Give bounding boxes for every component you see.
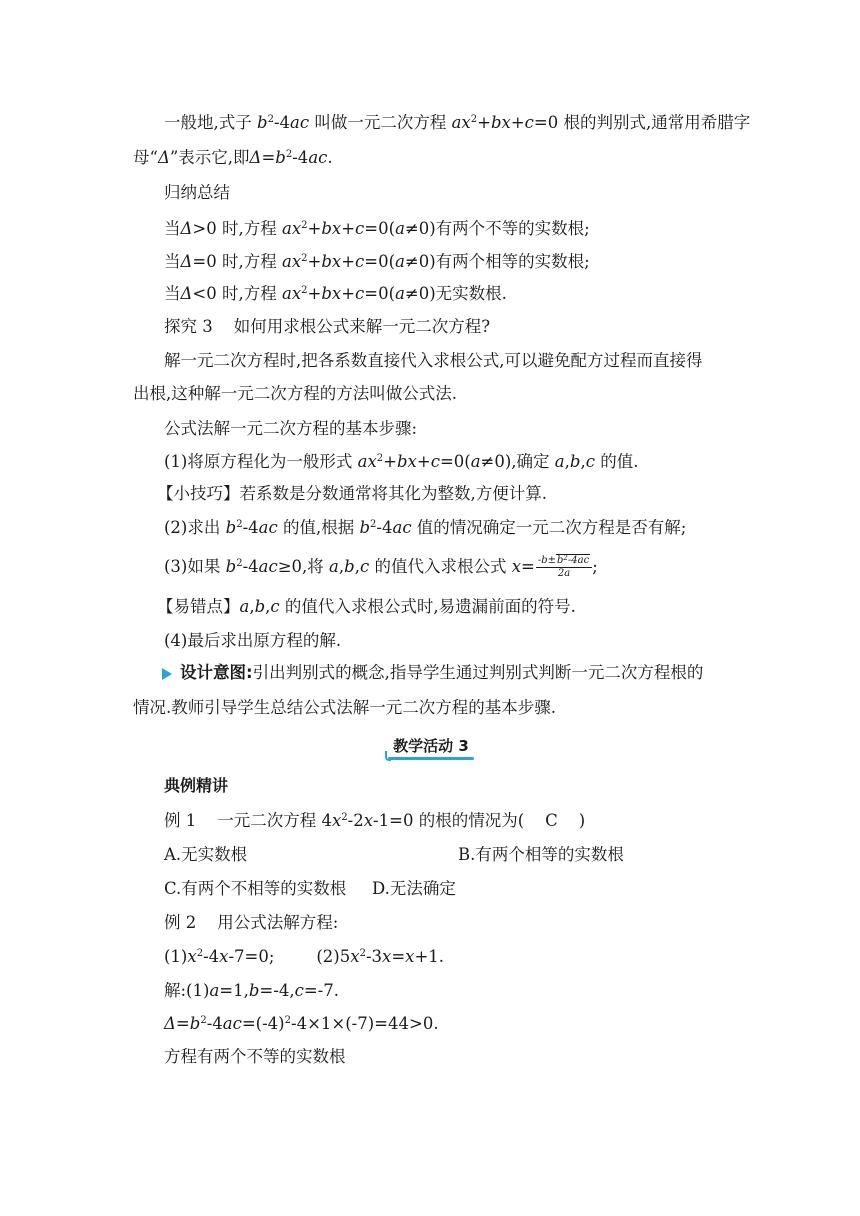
summary-title: 归纳总结 [164, 183, 230, 202]
example-1-question: 例 1 一元二次方程 $4x^2-2x-1=0$ 的根的情况为( C ) [164, 811, 586, 830]
solution-coefficients: 解:(1)a=1,b=-4,c=-7. [164, 981, 339, 1000]
formula-method-para-2: 出根,这种解一元二次方程的方法叫做公式法. [133, 384, 457, 403]
example-2-equations: $(1)x^2-4x-7=0$; $(2)5x^2-3x=x+1$. [164, 947, 445, 966]
option-a: A.无实数根 [164, 845, 248, 864]
solution-discriminant: $\Delta=b^2-4ac=(-4)^2-4\times 1\times(-7)=44>0$. [164, 1014, 439, 1033]
step-3: (3)如果 $b^2-4ac\ge 0$,将 a,b,c 的值代入求根公式 x= $\frac{-b\pm b^2-4ac}{2a}$ ; [164, 554, 598, 579]
explore-3-heading: 探究 3 如何用求根公式来解一元二次方程? [164, 317, 491, 336]
formula-method-para-1: 解一元二次方程时,把各系数直接代入求根公式,可以避免配方过程而直接得 [164, 351, 703, 370]
option-d: D.无法确定 [372, 879, 456, 898]
examples-title: 典例精讲 [164, 776, 229, 795]
steps-title: 公式法解一元二次方程的基本步骤: [164, 419, 418, 438]
option-b: B.有两个相等的实数根 [458, 845, 624, 864]
case-zero: 当Δ=0 时,方程 $ax^2+bx+c=0(a\ne 0)$有两个相等的实数根; [164, 252, 590, 271]
error-tip-line: 【易错点】a,b,c 的值代入求根公式时,易遗漏前面的符号. [157, 597, 576, 616]
activity-heading-badge [385, 736, 477, 762]
heading-underline-cap [385, 751, 391, 761]
tip-line: 【小技巧】若系数是分数通常将其化为整数,方便计算. [157, 484, 547, 503]
step-1: (1)将原方程化为一般形式 $ax^2+bx+c=0(a\ne 0)$,确定 a,b,c 的值. [164, 452, 639, 471]
definition-line-1: 一般地,式子 $b^2-4ac$ 叫做一元二次方程 $ax^2+bx+c=0$ 根的判别式,通常用希腊字 [164, 113, 751, 132]
case-positive: 当Δ>0 时,方程 $ax^2+bx+c=0(a\ne 0)$有两个不等的实数根; [164, 219, 590, 238]
solution-conclusion: 方程有两个不等的实数根 [164, 1047, 346, 1066]
triangle-marker-icon [162, 668, 172, 680]
quadratic-formula-fraction: $\frac{-b\pm b^2-4ac}{2a}$ [536, 555, 592, 580]
case-negative: 当Δ<0 时,方程 $ax^2+bx+c=0(a\ne 0)$无实数根. [164, 284, 507, 303]
design-intent-line-2: 情况.教师引导学生总结公式法解一元二次方程的基本步骤. [133, 698, 556, 717]
step-2: (2)求出 $b^2-4ac$ 的值,根据 $b^2-4ac$ 值的情况确定一元二次方程是否有解; [164, 518, 687, 537]
definition-line-2: 母“Δ”表示它,即$\Delta=b^2-4ac$. [133, 148, 333, 167]
step-4: (4)最后求出原方程的解. [164, 631, 342, 650]
example-2-question: 例 2 用公式法解方程: [164, 913, 339, 932]
option-c: C.有两个不相等的实数根 [164, 879, 347, 898]
design-intent-line-1: 设计意图:引出判别式的概念,指导学生通过判别式判断一元二次方程根的 [162, 663, 703, 683]
activity-heading: 教学活动 3 [393, 737, 469, 755]
heading-underline [388, 757, 474, 760]
